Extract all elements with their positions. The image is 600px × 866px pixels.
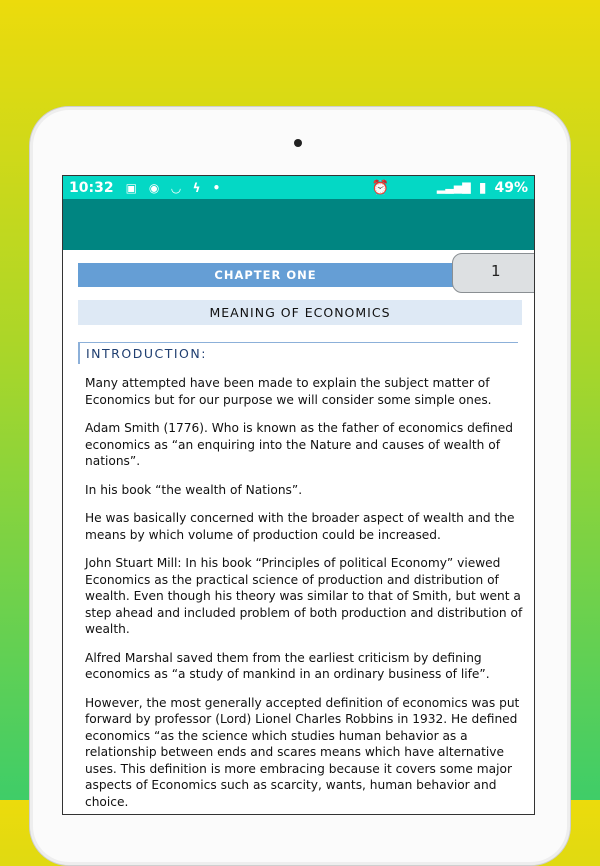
camera-icon [294, 139, 302, 147]
body-text [85, 375, 525, 815]
chapter-heading: CHAPTER ONE [78, 263, 453, 287]
battery-level: 49% [494, 179, 528, 196]
page-number-tab[interactable]: 1 [452, 253, 535, 293]
dot-icon: • [212, 180, 221, 195]
paragraph: However, the most generally accepted definition of economics was put forward by professor (Lord) Lionel Charles Robbins in 1932. He defined economics “as the science which studies human behavior as a relationship between ends and scares means which have alternative uses. This definition is more embracing because it covers some major aspects of Economics such as scarcity, wants, human behavior and choice. [85, 695, 520, 809]
alarm-icon: ⏰ [371, 179, 389, 196]
paragraph: Alfred Marshal saved them from the earliest criticism by defining economics as “a study of mankind in an ordinary business of life”. [85, 650, 490, 681]
status-time: 10:32 [69, 179, 114, 196]
paragraph: John Stuart Mill: In his book “Principles of political Economy” viewed Economics as the practical science of production and distribution of wealth. Even though his theory was similar to that of Smith, but went a step ahead and included problem of both production and distribution of wealth. [85, 556, 523, 636]
signal-icon: ▂▃▅▇ [436, 181, 471, 194]
section-heading: INTRODUCTION: [78, 342, 518, 364]
battery-icon: ▮ [478, 179, 487, 196]
paragraph: Adam Smith (1776). Who is known as the father of economics defined economics as “an enquiring into the Nature and causes of wealth of nations”. [85, 421, 513, 468]
charging-icon: ϟ [192, 180, 201, 195]
screenshot-icon: ▣ [125, 180, 137, 195]
hotspot-icon: ◉ [148, 180, 160, 195]
app-notification-icon: ◡ [171, 180, 181, 195]
screen [62, 175, 535, 815]
status-bar [63, 176, 534, 199]
app-bar [63, 199, 534, 250]
paragraph: Many attempted have been made to explain the subject matter of Economics but for our purpose we will consider some simple ones. [85, 376, 492, 407]
paragraph: He was basically concerned with the broader aspect of wealth and the means by which volume of production could be increased. [85, 511, 515, 542]
paragraph: In his book “the wealth of Nations”. [85, 482, 303, 497]
page-title: MEANING OF ECONOMICS [78, 300, 522, 325]
